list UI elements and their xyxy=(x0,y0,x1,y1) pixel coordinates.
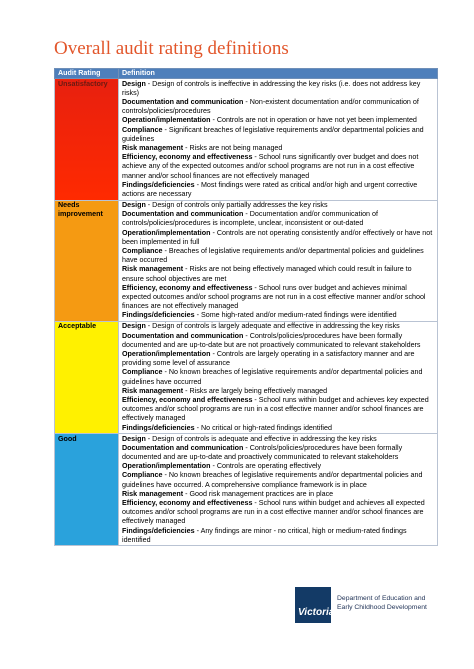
item-key: Design xyxy=(122,322,146,331)
victoria-logo-icon xyxy=(295,587,335,623)
item-text: - School runs within budget and achieves all expected outcomes and/or school programs are run in a cost effective manner and/or school finances are effectively managed xyxy=(122,499,425,526)
definition-item xyxy=(122,144,434,153)
item-text: - Controls/policies/procedures have been formally documented and are up-to-date but are not proactively communicated to relevant stakeholders xyxy=(122,331,421,349)
definition-item xyxy=(122,490,434,499)
item-key: Efficiency, economy and effectiveness xyxy=(122,153,253,162)
rating-cell: Good xyxy=(55,434,119,546)
definition-item xyxy=(122,499,434,527)
item-key: Documentation and communication xyxy=(122,443,244,452)
item-key: Documentation and communication xyxy=(122,98,244,106)
item-key: Operation/implementation xyxy=(122,116,211,125)
item-key: Design xyxy=(122,201,146,210)
definition-item xyxy=(122,98,434,116)
item-key: Compliance xyxy=(122,368,163,377)
item-text: - Non-existent documentation and/or communication of controls/policies/procedures xyxy=(122,98,419,116)
item-text: - Risks are not being effectively managed which could result in failure to ensure school objectives are met xyxy=(122,265,412,283)
definition-item xyxy=(122,311,434,320)
logo-brand: Victoria xyxy=(298,607,335,618)
department-name xyxy=(337,594,427,612)
definition-item xyxy=(122,350,434,368)
item-text: - Significant breaches of legislative requirements and/or departmental policies and guidelines xyxy=(122,125,424,143)
definition-item xyxy=(122,265,434,283)
item-text: - Controls/policies/procedures have been formally documented and are up-to-date and proactively communicated to relevant stakeholders xyxy=(122,443,403,462)
table-header-row xyxy=(55,69,438,79)
item-key: Risk management xyxy=(122,489,184,498)
item-text: - Controls are not in operation or have not yet been implemented xyxy=(210,116,417,125)
rating-cell: Acceptable xyxy=(55,322,119,434)
row-good xyxy=(55,434,438,546)
header-definition: Definition xyxy=(119,69,438,79)
definition-item xyxy=(122,368,434,386)
item-text: - No known breaches of legislative requirements and/or departmental policies and guidelines have occurred. A comprehensive compliance framework is in place xyxy=(122,471,423,489)
item-key: Compliance xyxy=(122,471,163,480)
item-key: Compliance xyxy=(122,125,163,134)
definition-item xyxy=(122,424,434,433)
rating-cell: Needs improvement xyxy=(55,200,119,321)
item-text: - Design of controls is ineffective in addressing the key risks (i.e. does not address key risks) xyxy=(122,79,421,97)
item-key: Operation/implementation xyxy=(122,228,211,237)
definition-item xyxy=(122,153,434,181)
department-logo xyxy=(295,587,455,627)
item-text: - Most findings were rated as critical and/or high and urgent corrective actions are necessary xyxy=(122,180,418,199)
item-key: Findings/deficiencies xyxy=(122,180,195,189)
definition-item xyxy=(122,387,434,396)
department-name-line2: Early Childhood Development xyxy=(337,604,427,611)
item-key: Operation/implementation xyxy=(122,462,211,471)
item-key: Efficiency, economy and effectiveness xyxy=(122,499,253,508)
definition-item xyxy=(122,322,434,331)
department-name-line1: Department of Education and xyxy=(337,595,426,602)
definition-item xyxy=(122,80,434,98)
row-acceptable xyxy=(55,322,438,434)
definition-cell xyxy=(119,434,438,546)
item-key: Design xyxy=(122,434,146,443)
item-key: Risk management xyxy=(122,386,184,395)
item-key: Risk management xyxy=(122,265,184,274)
item-text: - Risks are largely being effectively managed xyxy=(183,386,328,395)
definition-item xyxy=(122,229,434,247)
definition-cell xyxy=(119,200,438,321)
definition-item xyxy=(122,247,434,265)
item-key: Efficiency, economy and effectiveness xyxy=(122,396,253,405)
item-text: - School runs over budget and achieves minimal expected outcomes and/or school programs are not run in a cost effective manner and/or school finances are not effectively managed xyxy=(122,283,426,311)
audit-rating-table xyxy=(54,68,438,546)
item-key: Documentation and communication xyxy=(122,210,244,219)
definition-item xyxy=(122,332,434,350)
item-text: - Design of controls only partially addresses the key risks xyxy=(145,201,328,210)
definition-item xyxy=(122,201,434,210)
item-text: - School runs significantly over budget and does not achieve any of the expected outcomes and/or school programs are not run in a cost effective manner and/or school finances are not effectively managed xyxy=(122,153,419,180)
definition-cell xyxy=(119,322,438,434)
definition-item xyxy=(122,126,434,144)
definition-item xyxy=(122,462,434,471)
definition-item xyxy=(122,471,434,489)
item-text: - No critical or high-rated findings identified xyxy=(194,423,332,432)
item-key: Findings/deficiencies xyxy=(122,526,195,535)
item-text: - Controls are largely operating in a satisfactory manner and are providing some level of assurance xyxy=(122,350,415,368)
row-unsatisfactory xyxy=(55,79,438,200)
item-key: Findings/deficiencies xyxy=(122,423,195,432)
row-needs-improvement xyxy=(55,200,438,321)
item-text: - Some high-rated and/or medium-rated findings were identified xyxy=(194,311,397,320)
definition-item xyxy=(122,435,434,444)
definition-item xyxy=(122,284,434,312)
definition-item xyxy=(122,210,434,228)
item-key: Documentation and communication xyxy=(122,331,244,340)
item-key: Findings/deficiencies xyxy=(122,311,195,320)
item-text: - Controls are not operating consistently and/or effectively or have not been implemented in full xyxy=(122,228,433,246)
definition-item xyxy=(122,181,434,199)
item-text: - Design of controls is adequate and effective in addressing the key risks xyxy=(145,434,377,443)
item-text: - Risks are not being managed xyxy=(183,144,283,153)
definition-item xyxy=(122,116,434,125)
item-text: - Design of controls is largely adequate and effective in addressing the key risks xyxy=(145,322,400,331)
page-title: Overall audit rating definitions xyxy=(54,38,289,59)
definition-cell xyxy=(119,79,438,200)
item-key: Design xyxy=(122,79,146,88)
item-text: - Breaches of legislative requirements and/or departmental policies and guidelines have occurred xyxy=(122,247,424,265)
item-key: Risk management xyxy=(122,144,184,153)
item-key: Compliance xyxy=(122,247,163,256)
item-text: - Any findings are minor - no critical, high or medium-rated findings identified xyxy=(122,526,407,544)
item-text: - School runs within budget and achieves key expected outcomes and/or school programs are run in a cost effective manner and/or school finances are effectively managed xyxy=(122,396,429,423)
item-text: - Good risk management practices are in place xyxy=(183,489,334,498)
item-key: Efficiency, economy and effectiveness xyxy=(122,283,253,292)
definition-item xyxy=(122,396,434,424)
header-audit-rating: Audit Rating xyxy=(55,69,119,79)
item-text: - Documentation and/or communication of controls/policies/procedures is incomplete, unclear, inconsistent or out-dated xyxy=(122,210,378,228)
definition-item xyxy=(122,527,434,545)
item-text: - No known breaches of legislative requirements and/or departmental policies and guidelines have occurred xyxy=(122,368,423,386)
rating-cell: Unsatisfactory xyxy=(55,79,119,200)
definition-item xyxy=(122,444,434,462)
item-text: - Controls are operating effectively xyxy=(210,462,322,471)
item-key: Operation/implementation xyxy=(122,350,211,359)
